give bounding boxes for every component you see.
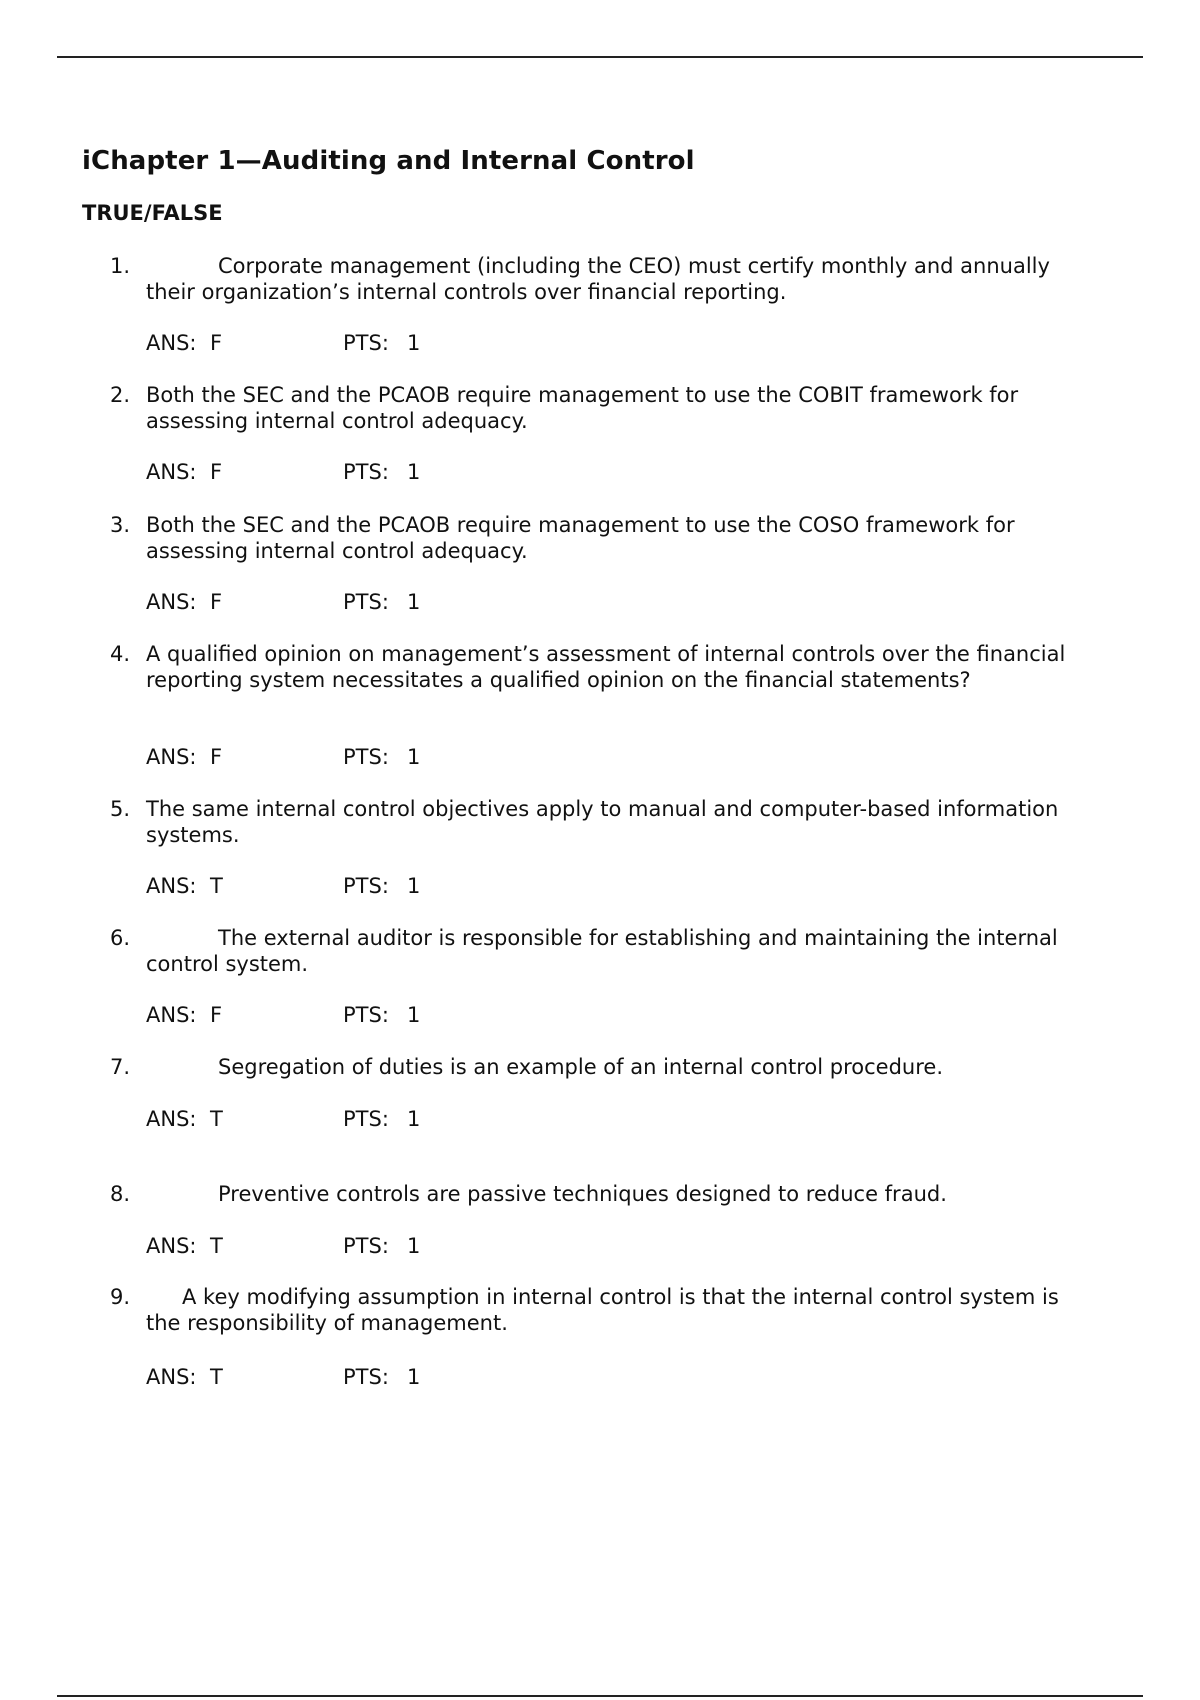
question-text: Both the SEC and the PCAOB require management to use the COBIT framework for assessing internal control adequacy. [146,383,1019,433]
answer-label: ANS: [146,590,197,614]
question-text: A qualified opinion on management’s assessment of internal controls over the financial reporting system necessitates a qualified opinion on the financial statements? [146,642,1066,692]
answer-value: T [210,1365,223,1389]
section-heading: TRUE/FALSE [82,201,223,225]
answer-label: ANS: [146,745,197,769]
answer-label: ANS: [146,1107,197,1131]
points-value: 1 [407,460,421,484]
answer-value: T [210,1234,223,1258]
question-number: 4. [109,642,130,666]
points-label: PTS: [343,874,389,898]
points-label: PTS: [343,745,389,769]
points-value: 1 [407,1234,421,1258]
points-label: PTS: [343,1003,389,1027]
answer-label: ANS: [146,1234,197,1258]
points-value: 1 [407,590,421,614]
answer-label: ANS: [146,1365,197,1389]
question-text: Corporate management (including the CEO) must certify monthly and annually their organization’s internal controls over financial reporting. [146,254,1050,304]
question-number: 8. [109,1182,130,1206]
question-text: Preventive controls are passive techniques designed to reduce fraud. [218,1182,947,1206]
question-text: The same internal control objectives apply to manual and computer-based information systems. [146,797,1059,847]
answer-label: ANS: [146,331,197,355]
points-value: 1 [407,1003,421,1027]
answer-label: ANS: [146,874,197,898]
points-label: PTS: [343,590,389,614]
points-label: PTS: [343,1365,389,1389]
points-value: 1 [407,1107,421,1131]
question-number: 3. [109,513,130,537]
question-number: 1. [109,254,130,278]
question-number: 2. [109,383,130,407]
question-text: The external auditor is responsible for establishing and maintaining the internal control system. [146,926,1058,976]
question-text: Segregation of duties is an example of an internal control procedure. [218,1055,944,1079]
points-value: 1 [407,1365,421,1389]
points-label: PTS: [343,331,389,355]
question-number: 9. [109,1285,130,1309]
answer-value: F [210,590,223,614]
question-number: 6. [109,926,130,950]
points-label: PTS: [343,1234,389,1258]
answer-value: F [210,1003,223,1027]
top-rule [57,56,1143,58]
question-text: A key modifying assumption in internal control is that the internal control system is the responsibility of management. [146,1285,1059,1335]
answer-label: ANS: [146,460,197,484]
answer-label: ANS: [146,1003,197,1027]
question-text: Both the SEC and the PCAOB require management to use the COSO framework for assessing internal control adequacy. [146,513,1015,563]
points-label: PTS: [343,460,389,484]
answer-value: F [210,460,223,484]
answer-value: T [210,1107,223,1131]
question-number: 5. [109,797,130,821]
points-value: 1 [407,874,421,898]
bottom-rule [57,1695,1143,1697]
points-label: PTS: [343,1107,389,1131]
question-number: 7. [109,1055,130,1079]
points-value: 1 [407,745,421,769]
page-title: iChapter 1—Auditing and Internal Control [82,146,695,176]
answer-value: F [210,745,223,769]
answer-value: F [210,331,223,355]
points-value: 1 [407,331,421,355]
answer-value: T [210,874,223,898]
